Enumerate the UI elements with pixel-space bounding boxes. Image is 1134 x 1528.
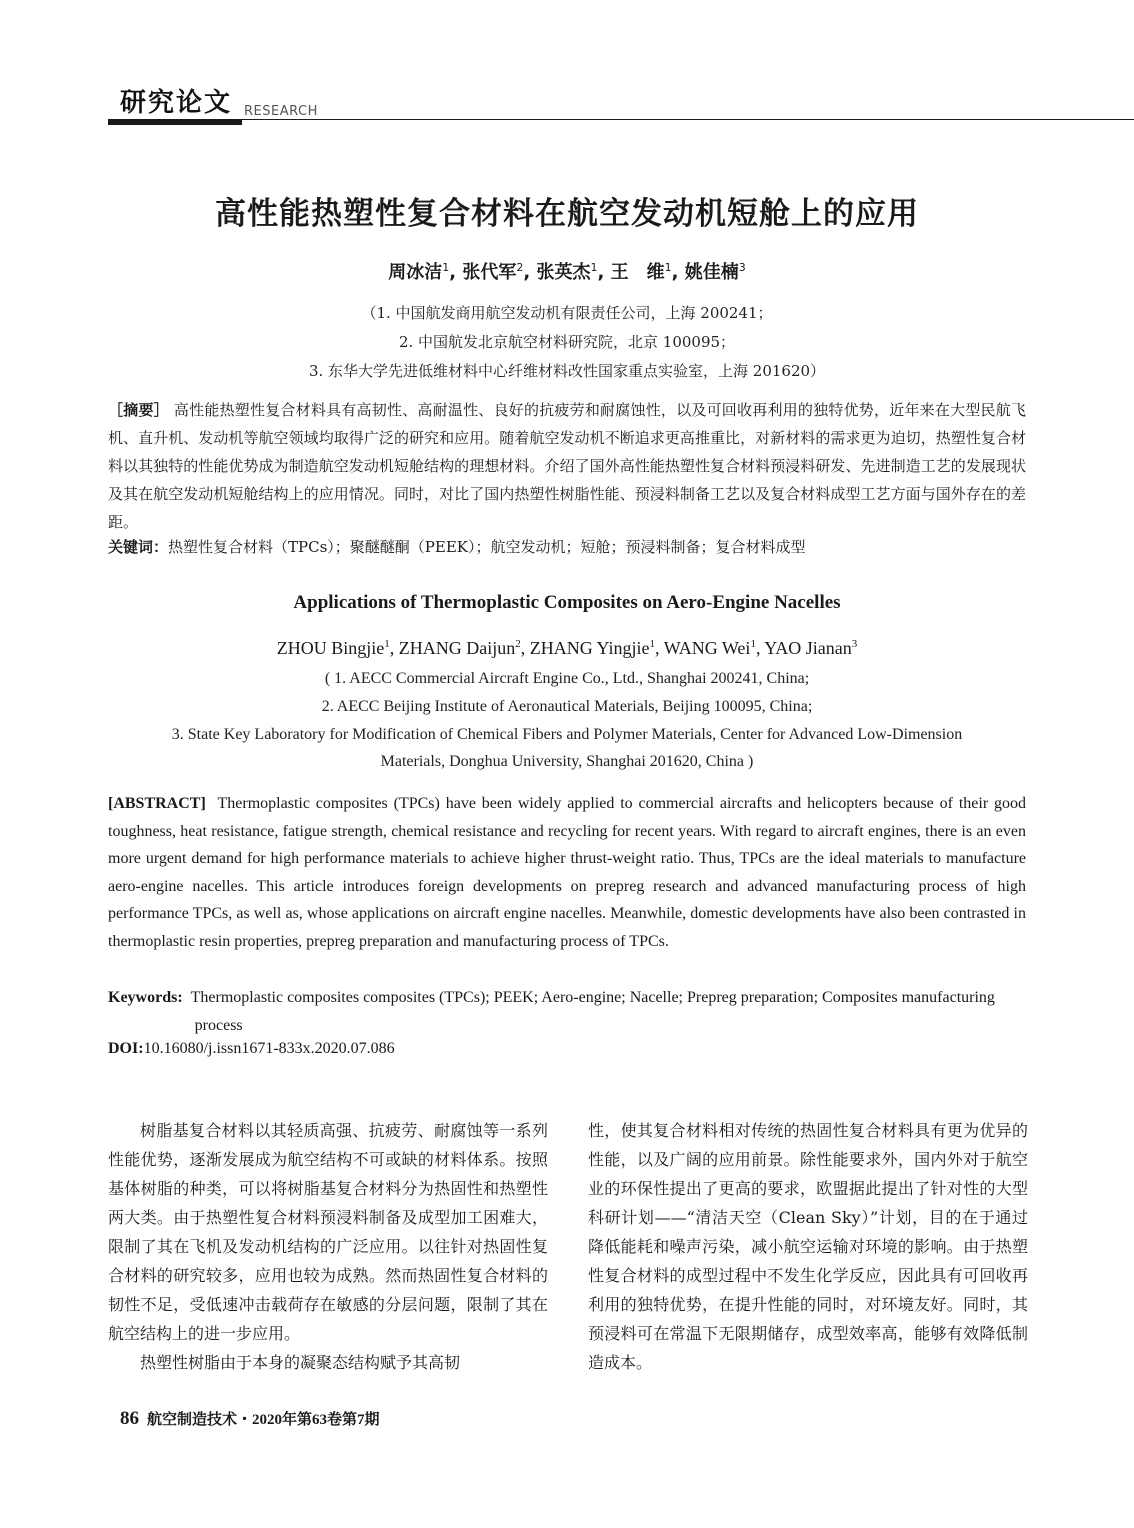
affiliation-en: Materials, Donghua University, Shanghai 201620, China ) [380,753,754,770]
paper-title-cn: 高性能热塑性复合材料在航空发动机短舱上的应用 [215,196,919,232]
author-name-en: WANG Wei [663,638,751,658]
abstract-text-en: Thermoplastic composites (TPCs) have been widely applied to commercial aircrafts and helicopters because of their good toughness, heat resistance, fatigue strength, chemical resistance and recycling for recent years. With regard to aircraft engines, there is an even more urgent demand for high performance materials to achieve higher thrust-weight ratio. Thus, TPCs are the ideal materials to manufacture aero-engine nacelles. This article introduces foreign developments on prepreg research and advanced manufacturing process of high performance TPCs, as well as, whose applications on aircraft engine nacelles. Meanwhile, domestic developments have also been contrasted in thermoplastic resin properties, prepreg preparation and manufacturing process of TPCs. [108,795,1027,950]
author-name: 周冰洁 [388,262,443,283]
body-paragraph: 性，使其复合材料相对传统的热固性复合材料具有更为优异的性能，以及广阔的应用前景。除性能要求外，国内外对于航空业的环保性提出了更高的要求，欧盟据此提出了针对性的大型科研计划——“清洁天空（Clean Sky）”计划，目的在于通过降低能耗和噪声污染，减小航空运输对环境的影响。由于热塑性复合材料的成型过程中不发生化学反应，因此具有可回收再利用的独特优势，在提升性能的同时，对环境友好。同时，其预浸料可在常温下无限期储存，成型效率高，能够有效降低制造成本。 [588,1121,1028,1372]
author-name-en: YAO Jianan [764,638,852,658]
keywords-text-en: Thermoplastic composites composites (TPCs); PEEK; Aero-engine; Nacelle; Prepreg preparation; Composites manufacturing process [190,989,995,1034]
author-sup: 1 [442,261,450,274]
authors-en: ZHOU Bingjie$^1$, ZHANG Daijun$^2$, ZHANG Yingjie$^1$, WANG Wei$^1$, YAO Jianan$^3$ [276,638,858,658]
body-paragraph: 热塑性树脂由于本身的凝聚态结构赋予其高韧 [140,1353,461,1372]
keywords-text-cn: 热塑性复合材料（TPCs）；聚醚醚酮（PEEK）；航空发动机；短舱；预浸料制备；复合材料成型 [168,538,806,556]
author-sup-en: 1 [384,638,390,650]
body-column-right [588,1116,1028,1377]
doi [108,1040,1026,1058]
author-name: 张代军 [462,262,517,283]
author-sup-en: 3 [851,638,858,650]
author-sup: 2 [516,261,524,274]
header-rule-thin [242,119,1134,120]
body-column-left [108,1116,548,1377]
abstract-label-en: [ABSTRACT] [108,795,206,812]
authors-cn: 周冰洁$^1$, 张代军$^2$, 张英杰$^1$, 王 维$^1$, 姚佳楠$^3$ [388,261,746,283]
author-sup-en: 1 [649,638,656,650]
body-paragraph: 树脂基复合材料以其轻质高强、抗疲劳、耐腐蚀等一系列性能优势，逐渐发展成为航空结构不可或缺的材料体系。按照基体树脂的种类，可以将树脂基复合材料分为热固性和热塑性两大类。由于热塑性复合材料预浸料制备及成型加工困难大，限制了其在飞机及发动机结构的广泛应用。以往针对热固性复合材料的研究较多，应用也较为成熟。然而热固性复合材料的韧性不足，受低速冲击载荷存在敏感的分层问题，限制了其在航空结构上的进一步应用。 [108,1121,548,1343]
page-number: 86 [120,1408,139,1429]
author-name-en: ZHANG Daijun [398,638,516,658]
affiliation-en: ( 1. AECC Commercial Aircraft Engine Co., Ltd., Shanghai 200241, China; [324,670,810,687]
author-name-en: ZHANG Yingjie [529,638,650,658]
affiliation-en: 2. AECC Beijing Institute of Aeronautical Materials, Beijing 100095, China; [321,698,813,715]
author-sup: 1 [664,261,672,274]
journal-citation: 航空制造技术・2020年第63卷第7期 [147,1412,380,1428]
author-sup-en: 2 [515,638,521,650]
abstract-text-cn: 高性能热塑性复合材料具有高韧性、高耐温性、良好的抗疲劳和耐腐蚀性，以及可回收再利用的独特优势，近年来在大型民航飞机、直升机、发动机等航空领域均取得广泛的研究和应用。随着航空发动机不断追求更高推重比，对新材料的需求更为迫切，热塑性复合材料以其独特的性能优势成为制造航空发动机短舱结构的理想材料。介绍了国外高性能热塑性复合材料预浸料研发、先进制造工艺的发展现状及其在航空发动机短舱结构上的应用情况。同时，对比了国内热塑性树脂性能、预浸料制备工艺以及复合材料成型工艺方面与国外存在的差距。 [108,401,1026,531]
keywords-cn [108,536,1026,558]
abstract-cn [108,396,1026,536]
keywords-label-cn: 关键词： [108,538,169,556]
section-label-en: RESEARCH [244,104,318,119]
abstract-label-cn: ［摘要］ [108,401,169,419]
section-label-cn: 研究论文 [120,88,233,118]
author-sup: 3 [738,261,746,274]
page-footer [120,1408,380,1430]
abstract-en [108,790,1026,956]
author-name-en: ZHOU Bingjie [276,638,385,658]
affiliation-en: 3. State Key Laboratory for Modification of Chemical Fibers and Polymer Materials, Center for Advanced Low-Dimension [171,726,963,743]
header-rule-thick [108,119,242,125]
paper-title-en: Applications of Thermoplastic Composites on Aero-Engine Nacelles [293,592,841,613]
affiliation-cn: 2. 中国航发北京航空材料研究院，北京 100095； [398,333,736,351]
author-name: 姚佳楠 [684,262,739,283]
affiliation-cn: （1. 中国航发商用航空发动机有限责任公司，上海 200241； [361,304,773,322]
author-name: 张英杰 [536,262,591,283]
author-sup-en: 1 [750,638,756,650]
doi-label: DOI: [108,1040,144,1057]
keywords-label-en: Keywords: [108,989,183,1006]
author-name: 王 维 [610,262,665,283]
doi-link[interactable]: 10.16080/j.issn1671-833x.2020.07.086 [143,1040,395,1057]
keywords-en [108,984,1026,1039]
author-sup: 1 [590,261,598,274]
affiliation-cn: 3. 东华大学先进低维材料中心纤维材料改性国家重点实验室，上海 201620） [308,362,826,380]
